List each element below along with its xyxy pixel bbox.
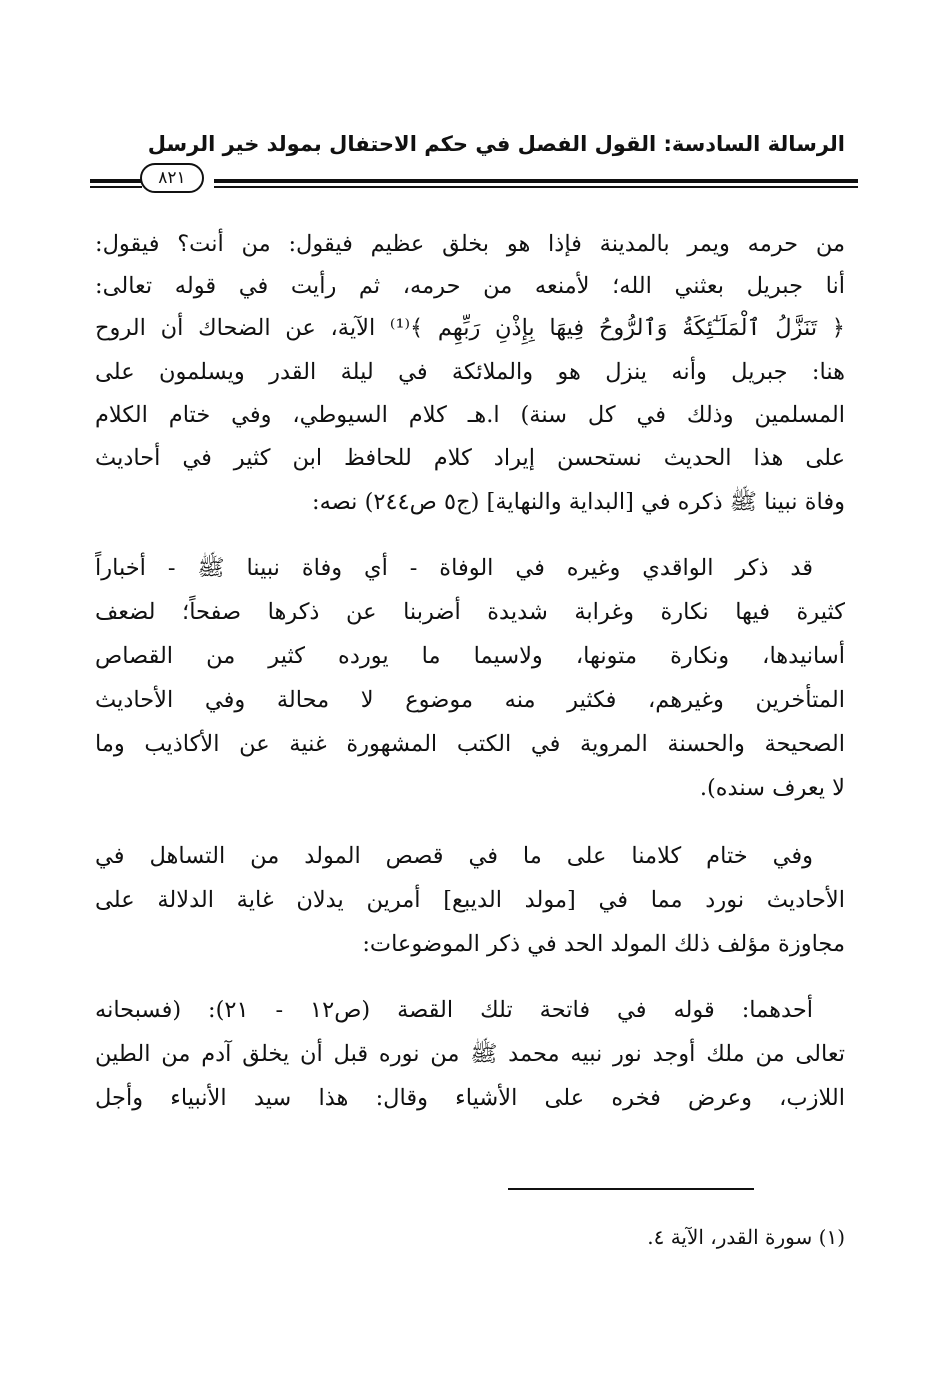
text-line: هنا: جبريل وأنه ينزل هو والملائكة في ليلة القدر ويسلمون على — [95, 359, 845, 385]
text-line: لا يعرف سنده). — [699, 775, 845, 801]
text-line: المتأخرين وغيرهم، فكثير منه موضوع لا محالة وفي الأحاديث — [95, 687, 845, 713]
text-line: وفي ختام كلامنا على ما في قصص المولد من التساهل في — [95, 843, 813, 869]
footnote: (١) سورة القدر، الآية ٤. — [647, 1225, 845, 1249]
text-line: قد ذكر الواقدي وغيره في الوفاة - أي وفاة نبينا ﷺ - أخباراً — [95, 555, 813, 581]
text-line: وفاة نبينا ﷺ ذكره في [البداية والنهاية] (ج٥ ص٢٤٤) نصه: — [312, 489, 845, 515]
text-line: اللازب، وعرض فخره على الأشياء وقال: هذا سيد الأنبياء وأجل — [95, 1085, 845, 1111]
text-line: تعالى من ملك أوجد نور نبيه محمد ﷺ من نوره قبل أن يخلق آدم من الطين — [95, 1041, 845, 1067]
header-rule-thick-right — [214, 179, 858, 183]
footnote-separator — [508, 1188, 754, 1190]
text-line: أحدهما: قوله في فاتحة تلك القصة (ص١٢ - ٢١): (فسبحانه — [95, 997, 813, 1023]
header-rule-thin-right — [214, 186, 858, 188]
text-line: الصحيحة والحسنة المروية في الكتب المشهورة غنية عن الأكاذيب وما — [95, 731, 845, 757]
running-header-title: الرسالة السادسة: القول الفصل في حكم الاحتفال بمولد خير الرسل — [147, 132, 845, 156]
text-line: أسانيدها، ونكارة متونها، ولاسيما ما يورده كثير من القصاص — [95, 643, 845, 669]
page-number-badge: ٨٢١ — [140, 163, 204, 193]
text-line: مجاوزة مؤلف ذلك المولد الحد في ذكر الموضوعات: — [362, 931, 845, 957]
text-line: على هذا الحديث نستحسن إيراد كلام للحافظ ابن كثير في أحاديث — [95, 445, 845, 471]
header-rule-thick-left — [90, 179, 142, 183]
quran-verse-line: ﴿ تَنَزَّلُ ٱلْمَلَـٰٓئِكَةُ وَٱلرُّوحُ فِيهَا بِإِذْنِ رَبِّهِم ﴾⁽¹⁾ الآية، عن الضحاك أن الروح — [95, 315, 845, 341]
text-line: كثيرة فيها نكارة وغرابة شديدة أضربنا عن ذكرها صفحاً؛ لضعف — [95, 599, 845, 625]
header-rule-thin-left — [90, 186, 142, 188]
text-line: من حرمه ويمر بالمدينة فإذا هو بخلق عظيم فيقول: من أنت؟ فيقول: — [95, 231, 845, 257]
text-line: الأحاديث نورد مما في [مولد الديبع] أمرين يدلان غاية الدلالة على — [95, 887, 845, 913]
text-line: المسلمين وذلك في كل سنة) ا.هـ كلام السيوطي، وفي ختام الكلام — [95, 402, 845, 428]
text-line: أنا جبريل بعثني الله؛ لأمنعه من حرمه، ثم رأيت في قوله تعالى: — [95, 273, 845, 299]
